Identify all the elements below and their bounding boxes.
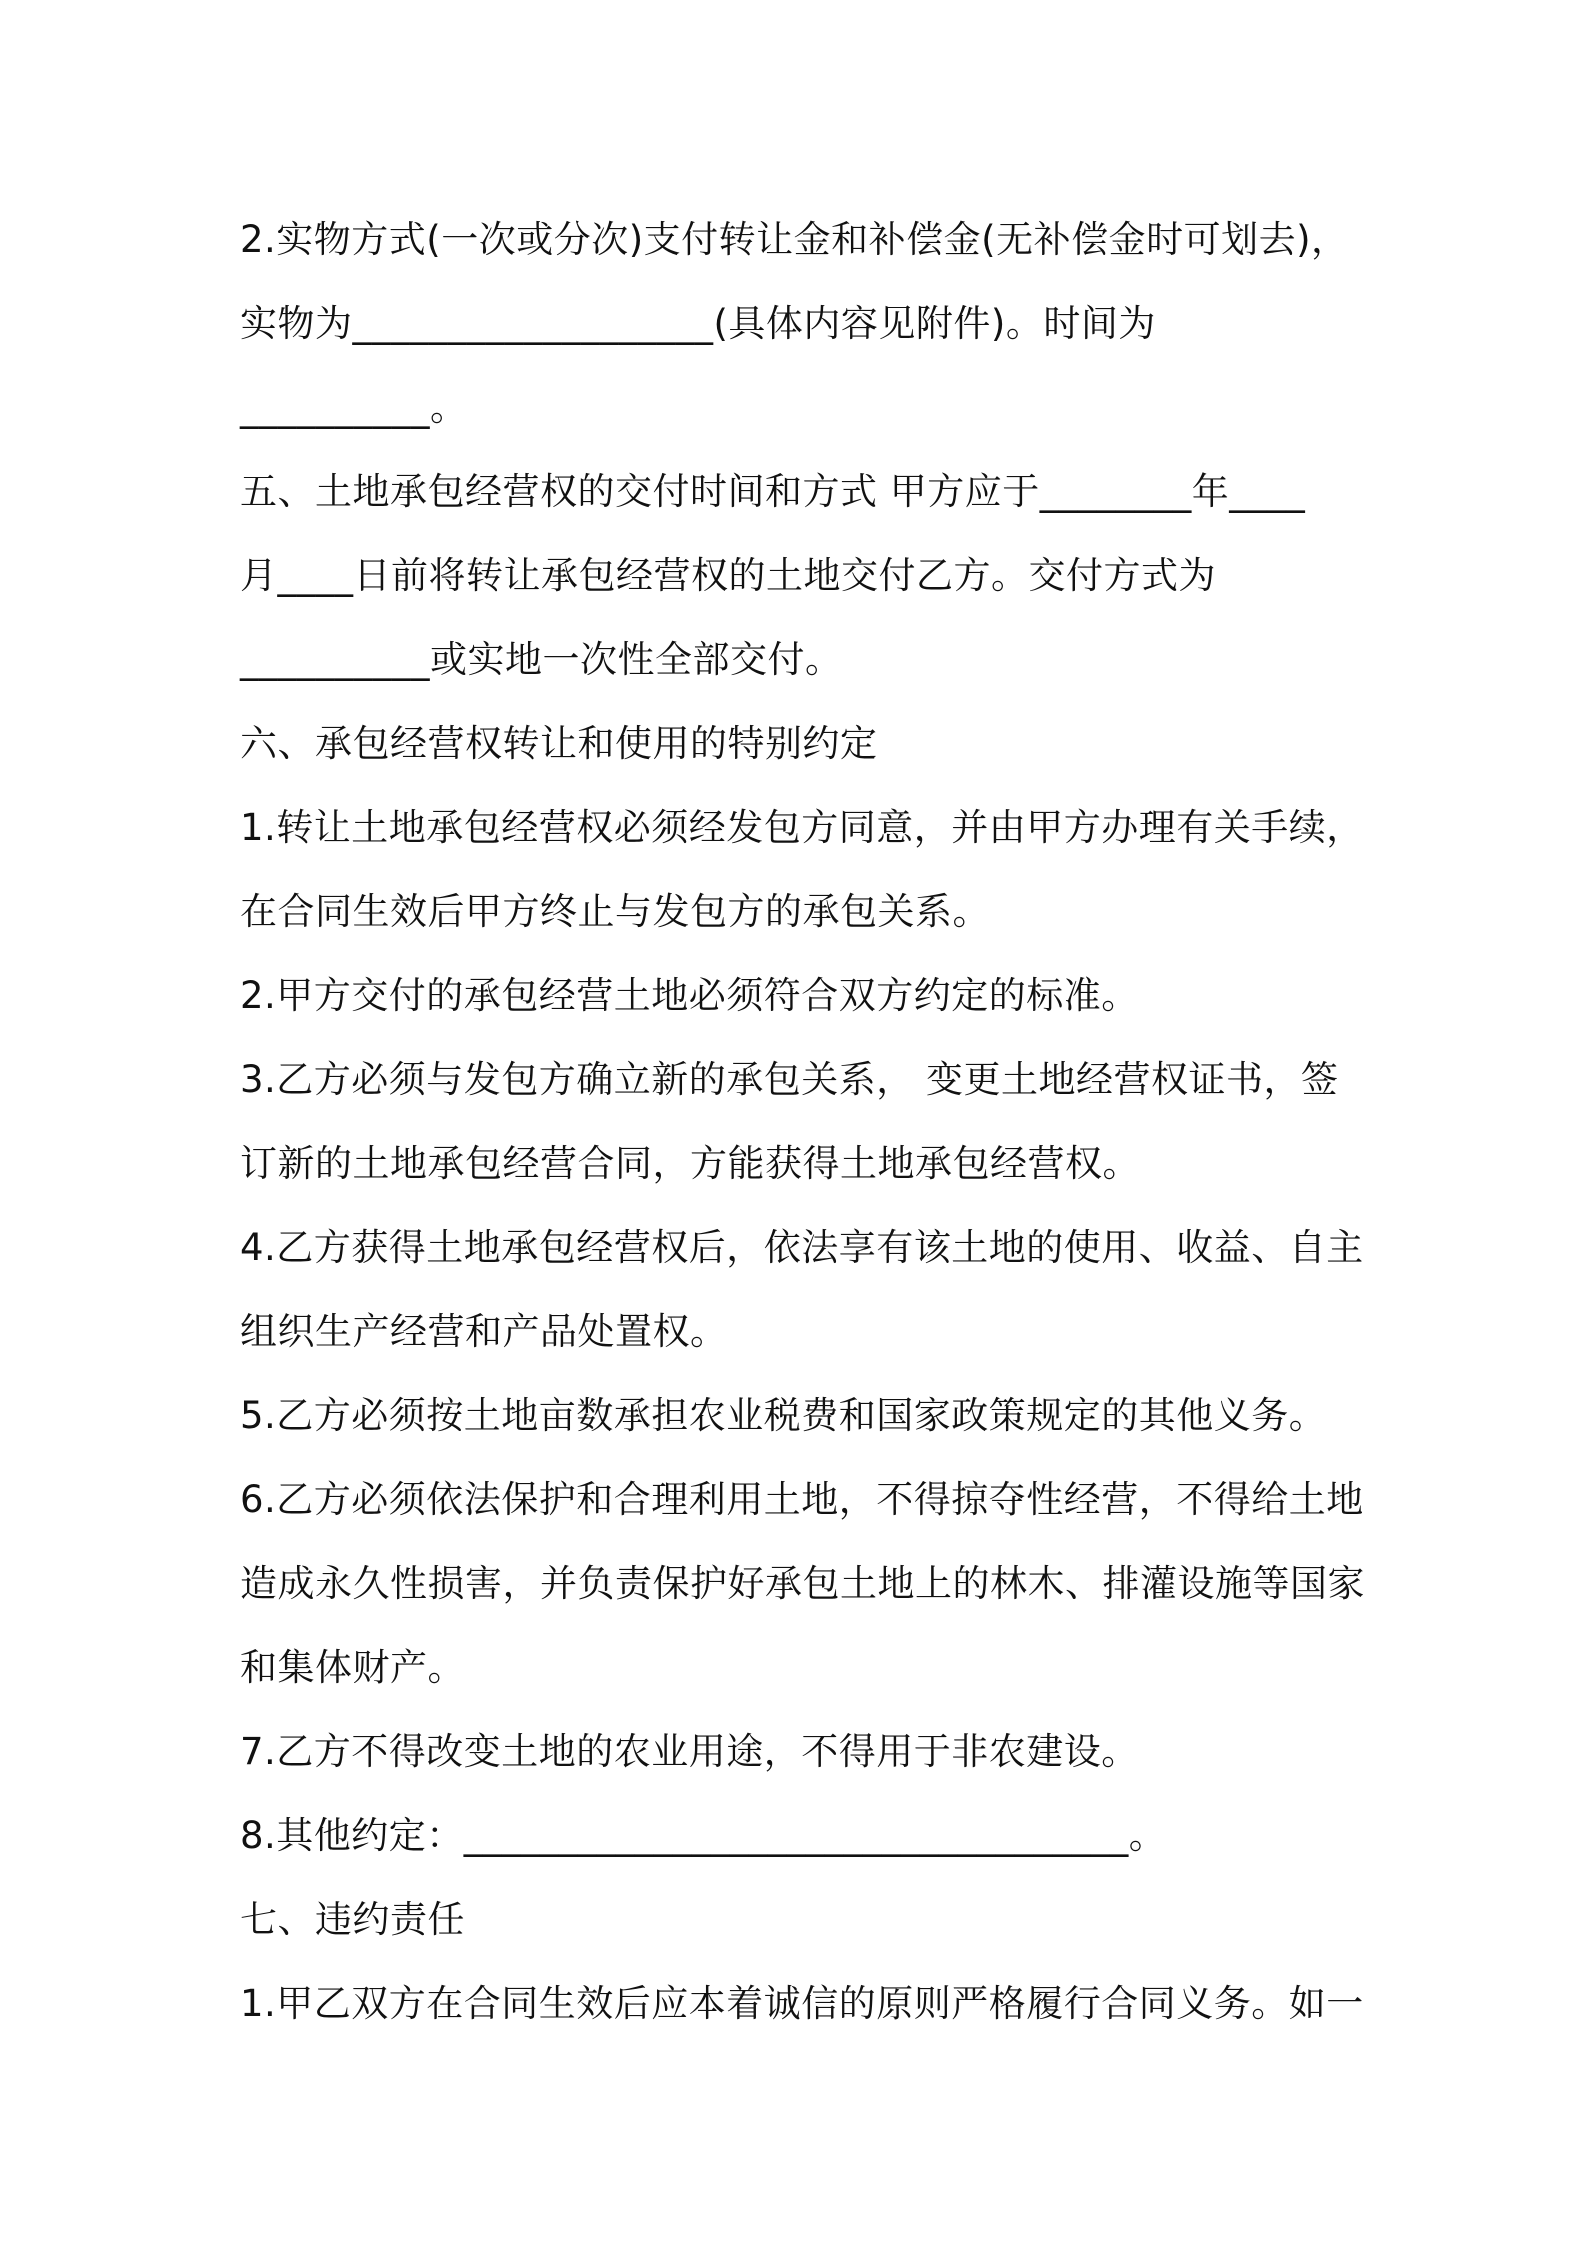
text-line: 订新的土地承包经营合同，方能获得土地承包经营权。 [240,1142,1140,1185]
section-heading: 六、承包经营权转让和使用的特别约定 [240,722,878,765]
text-line: 2.实物方式(一次或分次)支付转让金和补偿金(无补偿金时可划去)， [240,218,1349,261]
text-line: 和集体财产。 [240,1646,465,1689]
text-line: __________或实地一次性全部交付。 [240,638,843,681]
text-line: 4.乙方获得土地承包经营权后，依法享有该土地的使用、收益、自主 [240,1226,1364,1269]
text-line: __________。 [240,386,468,429]
text-line: 3.乙方必须与发包方确立新的承包关系， 变更土地经营权证书，签 [240,1058,1339,1101]
text-line: 月____日前将转让承包经营权的土地交付乙方。交付方式为 [240,554,1216,597]
text-line: 6.乙方必须依法保护和合理利用土地，不得掠夺性经营，不得给土地 [240,1478,1364,1521]
section-heading-line: 五、土地承包经营权的交付时间和方式 甲方应于________年____ [240,470,1306,513]
text-line: 造成永久性损害，并负责保护好承包土地上的林木、排灌设施等国家 [240,1562,1365,1605]
text-line: 实物为___________________(具体内容见附件)。时间为 [240,302,1156,345]
document-body [240,198,1365,2046]
text-line: 组织生产经营和产品处置权。 [240,1310,728,1353]
text-line: 5.乙方必须按土地亩数承担农业税费和国家政策规定的其他义务。 [240,1394,1327,1437]
section-heading: 七、违约责任 [240,1898,465,1941]
text-line: 1.转让土地承包经营权必须经发包方同意，并由甲方办理有关手续， [240,806,1364,849]
text-line: 7.乙方不得改变土地的农业用途，不得用于非农建设。 [240,1730,1139,1773]
text-line: 2.甲方交付的承包经营土地必须符合双方约定的标准。 [240,974,1139,1017]
text-line: 1.甲乙双方在合同生效后应本着诚信的原则严格履行合同义务。如一 [240,1982,1364,2025]
text-line: 8.其他约定：___________________________________。 [240,1814,1167,1857]
text-line: 在合同生效后甲方终止与发包方的承包关系。 [240,890,990,933]
